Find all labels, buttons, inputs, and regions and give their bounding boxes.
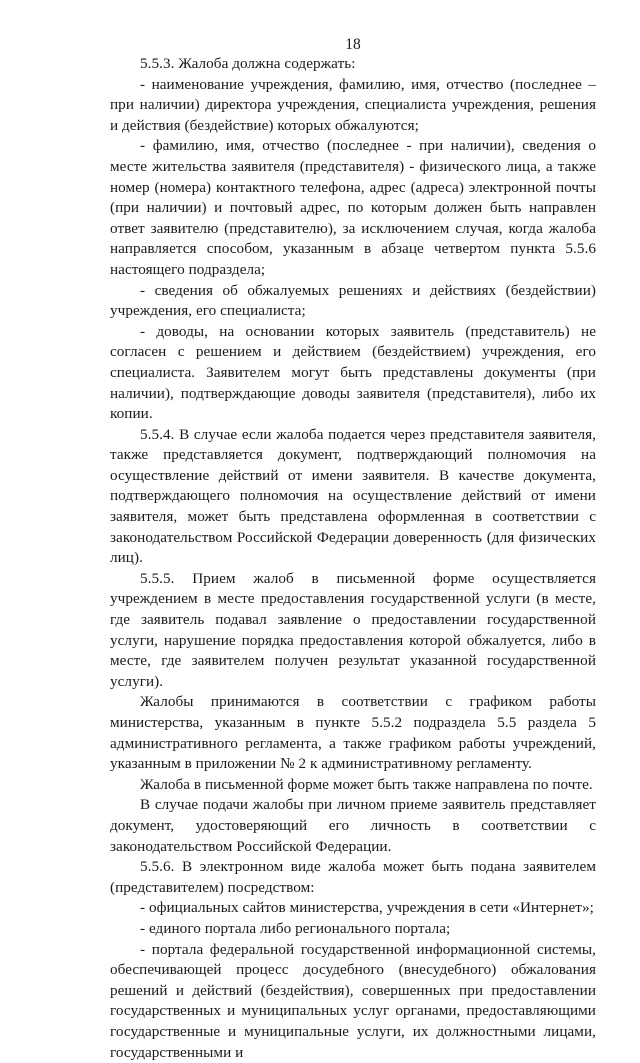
paragraph-item-arguments: - доводы, на основании которых заявитель (представитель) не согласен с решением и действием (бездействием) учреждения, его специалиста. Заявителем могут быть представлены документы (при наличии), подтверждающие доводы заявителя (представителя), либо их копии.: [110, 322, 596, 423]
paragraph-schedule: Жалобы принимаются в соответствии с графиком работы министерства, указанным в пункте 5.5.2 подраздела 5.5 раздела 5 административного регламента, а также графиком работы учреждений, указанным в приложении № 2 к административному регламенту.: [110, 693, 596, 773]
paragraph-item-federal-portal: - портала федеральной государственной информационной системы, обеспечивающей процесс досудебного (внесудебного) обжалования решений и действий (бездействия), совершенных при предоставлении государственных и муниципальных услуг органами, предоставляющими государственные и муниципальные услуги, их должностными лицами, государственными и: [110, 940, 596, 1061]
paragraph-item-official-sites: - официальных сайтов министерства, учреждения в сети «Интернет»;: [140, 899, 594, 917]
paragraph-by-mail: Жалоба в письменной форме может быть также направлена по почте.: [140, 775, 593, 793]
page-number: 18: [345, 36, 361, 53]
paragraph-item-institution-name: - наименование учреждения, фамилию, имя, отчество (последнее – при наличии) директора учреждения, специалиста учреждения, решения и действия (бездействие) которых обжалуются;: [110, 75, 596, 134]
paragraph-item-applicant-details: - фамилию, имя, отчество (последнее - при наличии), сведения о месте жительства заявителя (представителя) - физического лица, а также номер (номера) контактного телефона, адрес (адреса) электронной почты (при наличии) и почтовый адрес, по которым должен быть направлен ответ заявителю (представителю), за исключением случая, когда жалоба направляется способом, указанным в абзаце четвертом пункта 5.5.6 настоящего подраздела;: [110, 137, 596, 278]
paragraph-5-5-6: 5.5.6. В электронном виде жалоба может быть подана заявителем (представителем) посредством:: [110, 858, 596, 896]
paragraph-item-appealed-decisions: - сведения об обжалуемых решениях и действиях (бездействии) учреждения, его специалиста;: [110, 281, 596, 320]
paragraph-5-5-3-heading: 5.5.3. Жалоба должна содержать:: [140, 55, 356, 72]
document-body: [110, 54, 596, 1063]
paragraph-item-unified-portal: - единого портала либо регионального портала;: [140, 919, 451, 937]
paragraph-personal-reception: В случае подачи жалобы при личном приеме заявитель представляет документ, удостоверяющий его личность в соответствии с законодательством Российской Федерации.: [110, 796, 596, 855]
paragraph-5-5-4: 5.5.4. В случае если жалоба подается через представителя заявителя, также представляется документ, подтверждающий полномочия на осуществление действий от имени заявителя. В качестве документа, подтверждающего полномочия на осуществление действий от имени заявителя, может быть представлена оформленная в соответствии с законодательством Российской Федерации доверенность (для физических лиц).: [110, 425, 596, 567]
paragraph-5-5-5: 5.5.5. Прием жалоб в письменной форме осуществляется учреждением в месте предоставления государственной услуги (в месте, где заявитель подавал заявление о предоставлении государственной услуги, нарушение порядка предоставления которой обжалуется, либо в месте, где заявителем получен результат указанной государственной услуги).: [110, 569, 596, 690]
